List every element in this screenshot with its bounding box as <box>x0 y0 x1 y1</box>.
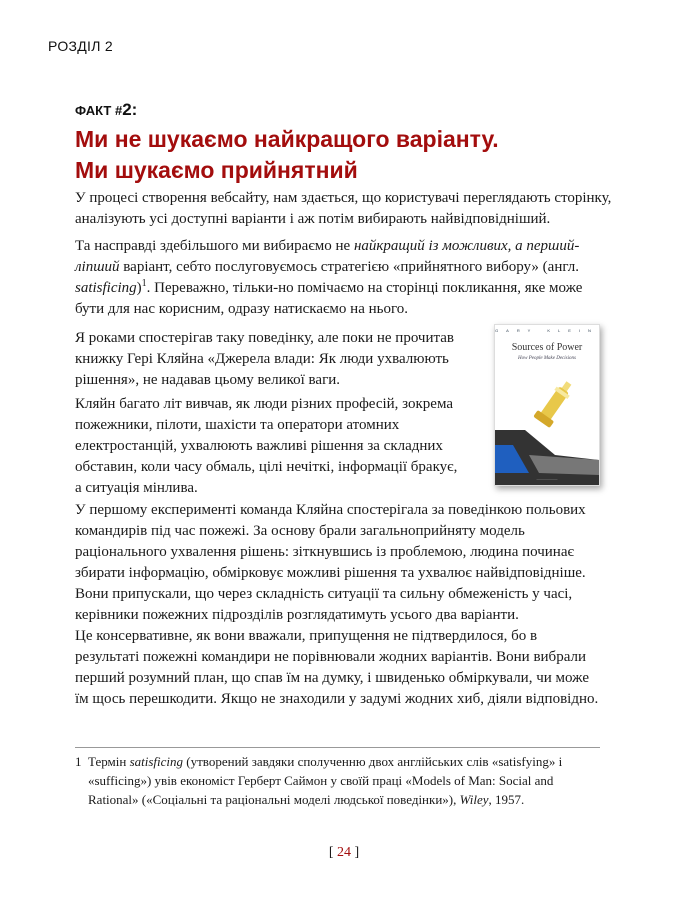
book-title: Sources of Power <box>511 342 583 353</box>
paragraph-1: У процесі створення вебсайту, нам здається, що користувачі переглядають сторінку, аналізують усі доступні варіанти і аж потім вибирають найвідповідніший. <box>75 190 612 227</box>
fn-text-c: (утворений завдяки сполученню двох англійських слів «satisfying» і «sufficing») увів економіст Герберт Саймон у своїй праці «Models of Man: Social and Rational» («Соціальні та раціональні моделі людської поведінки»), <box>88 754 563 807</box>
fact-label-text: ФАКТ # <box>75 103 123 118</box>
section-title <box>75 124 635 186</box>
footnote-text <box>88 752 605 809</box>
fact-number: 2: <box>122 100 138 119</box>
book-subtitle: How People Make Decisions <box>518 356 576 361</box>
book-cover-image <box>494 324 600 486</box>
page-bracket-open: [ <box>328 845 337 860</box>
fact-label <box>75 100 137 120</box>
p2-term: satisficing <box>75 280 137 296</box>
fn-term: satisficing <box>129 754 184 769</box>
title-line-1: Ми не шукаємо найкращого варіанту. <box>75 126 499 152</box>
footnote <box>75 752 605 809</box>
fn-text-a: Термін <box>88 754 130 769</box>
paragraph-6: Це консервативне, як вони вважали, припущення не підтвердилося, бо в результаті пожежні командири не порівнювали жодних варіантів. Вони вибрали перший розумний план, що спав їм на думку, і швиденько обміркували, чи може їм щось перешкодити. Якщо не знаходили у задумі жодних хиб, діяли відповідно. <box>75 628 599 707</box>
footnote-ref[interactable]: 1 <box>141 278 147 289</box>
paragraph-5: У першому експерименті команда Кляйна спостерігала за поведінкою польових командирів під час пожежі. За основу брали загальноприйняту модель раціонального ухвалення рішень: зіткнувшись із проблемою, людина починає збирати інформацію, обмірковує можливі рішення та ухвалює найвідповідніше. Вони припускали, що через складність ситуації та сильну обмеженість у часі, керівники пожежних підрозділів розглядатимуть усього два варіанти. <box>75 502 586 623</box>
book-author: GARY KLEIN <box>495 328 599 333</box>
page-number <box>0 845 688 861</box>
p2-text-e: ) <box>136 280 142 296</box>
paragraph-3: Я роками спостерігав таку поведінку, але поки не прочитав книжку Гері Кляйна «Джерела влади: Як люди ухвалюють рішення», не надавав цьому великої ваги. <box>75 330 454 388</box>
title-line-2: Ми шукаємо прийнятний <box>75 157 358 183</box>
fn-publisher: Wiley <box>459 792 489 807</box>
p2-text-f: . Переважно, тільки-но помічаємо на сторінці покликання, яке може бути для нас корисним, одразу натискаємо на нього. <box>75 280 583 317</box>
paragraph-2 <box>75 236 600 320</box>
footnote-divider <box>75 747 600 748</box>
book-quote: ——————— <box>536 477 558 481</box>
footnote-number: 1 <box>75 754 82 769</box>
p2-text-a: Та насправді здебільшого ми вибираємо не <box>75 238 354 254</box>
page-number-value: 24 <box>337 845 351 860</box>
chess-king-illustration <box>495 365 599 485</box>
page-bracket-close: ] <box>351 845 360 860</box>
paragraph-4: Кляйн багато літ вивчав, як люди різних професій, зокрема пожежники, пілоти, шахісти та оператори атомних електростанцій, ухвалюють важливі рішення за складних обставин, коли часу обмаль, цілі нечіткі, інформації бракує, а ситуація мінлива. <box>75 396 458 496</box>
p2-italic: найкращий із можливих, а перший-ліпший <box>75 238 580 275</box>
p2-text-c: варіант, себто послуговуємось стратегією «прийнятного вибору» (англ. <box>119 259 579 275</box>
chapter-header: РОЗДІЛ 2 <box>48 38 114 54</box>
fn-text-e: , 1957. <box>488 792 525 807</box>
